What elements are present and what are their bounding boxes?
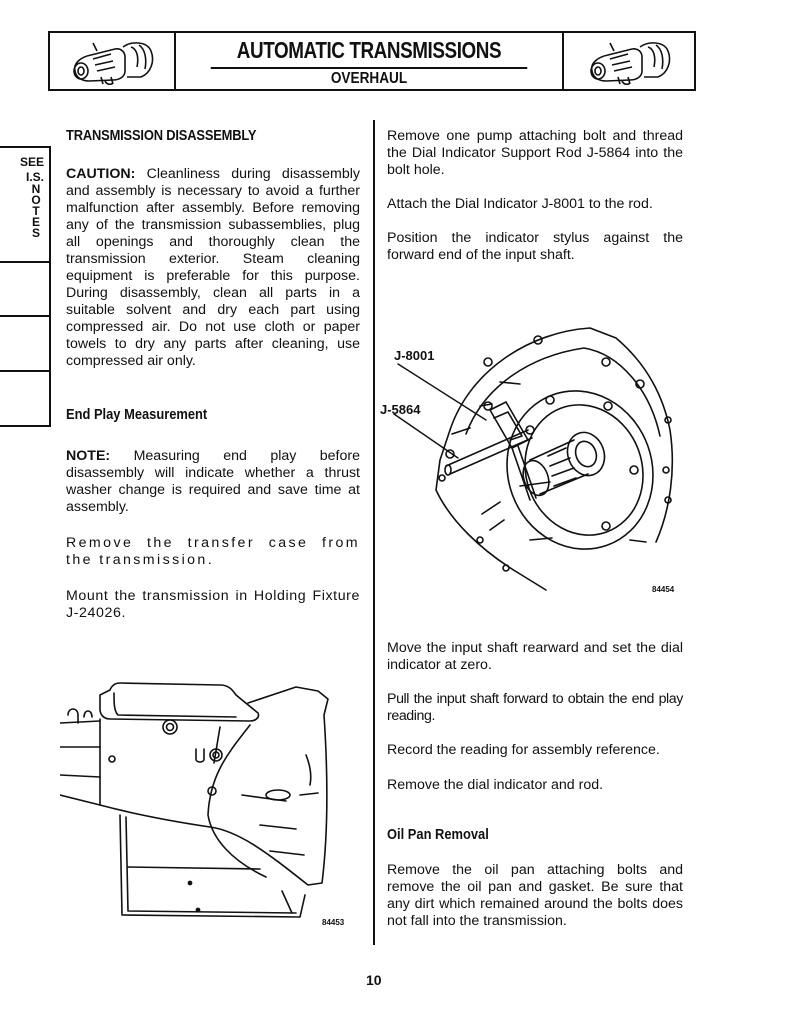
page-subtitle: OVERHAUL [330, 70, 408, 87]
notes-letter: T [32, 204, 40, 218]
step-paragraph: Record the reading for assembly reference. [387, 742, 660, 758]
note-text: Measuring end play before disassembly will indicate whether a thrust washer change is required and save time at assembly. [66, 448, 360, 515]
tab-border [49, 146, 51, 427]
section-heading-transmission-disassembly: TRANSMISSION DISASSEMBLY [66, 127, 257, 144]
header-left-icon-cell [50, 33, 176, 89]
transmission-illustration-icon [584, 37, 674, 85]
is-label: I.S. [25, 170, 44, 184]
callout-j-5864: J-5864 [380, 402, 421, 417]
caution-label: CAUTION: [66, 166, 136, 182]
note-paragraph [66, 448, 360, 516]
header-right-icon-cell [562, 33, 694, 89]
see-label: SEE [19, 155, 44, 169]
caution-text: Cleanliness during disassembly and assembly is necessary to avoid a further malfunction after assembly. Before removing any of the transmission subassemblies, plug all openings and thoroughly clean the transmission exterior. Steam cleaning equipment is preferable for this purpose. During disassembly, clean all parts in a suitable solvent and dry each part using compressed air. Do not use cloth or paper towels to dry any parts after cleaning, use compressed air only. [66, 166, 360, 369]
notes-letter: O [31, 193, 41, 207]
figure-number: 84454 [652, 585, 675, 594]
transmission-holding-fixture-illustration [60, 655, 365, 935]
page-header [48, 31, 696, 91]
step-paragraph: Mount the transmission in Holding Fixture J-24026. [66, 588, 360, 621]
page-number: 10 [366, 972, 382, 988]
note-label: NOTE: [66, 448, 111, 464]
figure-number: 84453 [322, 918, 345, 927]
step-paragraph: Attach the Dial Indicator J-8001 to the rod. [387, 196, 653, 212]
tab-divider [0, 146, 51, 148]
subheading-oil-pan-removal: Oil Pan Removal [387, 826, 489, 843]
step-paragraph: Remove the oil pan attaching bolts and remove the oil pan and gasket. Be sure that any dirt which remained around the bolts does not fall into the transmission. [387, 862, 683, 929]
caution-paragraph [66, 166, 360, 370]
subheading-end-play-measurement: End Play Measurement [66, 406, 208, 423]
page-title: AUTOMATIC TRANSMISSIONS [211, 33, 528, 69]
figure-holding-fixture [60, 655, 365, 935]
left-column [66, 127, 360, 622]
notes-letter: S [31, 226, 40, 240]
tab-divider [0, 425, 51, 427]
tab-divider [0, 261, 51, 263]
step-paragraph: Position the indicator stylus against the forward end of the input shaft. [387, 230, 683, 263]
see-is-notes-tab [0, 146, 51, 427]
right-column [387, 128, 683, 264]
figure-dial-indicator [380, 310, 690, 600]
step-paragraph: Pull the input shaft forward to obtain the end play reading. [387, 691, 683, 724]
notes-letter: E [31, 215, 40, 229]
callout-j-8001: J-8001 [394, 348, 435, 363]
notes-letter: N [31, 182, 41, 196]
header-title-block [176, 33, 562, 89]
transmission-illustration-icon [67, 37, 157, 85]
tab-divider [0, 370, 51, 372]
step-paragraph: Move the input shaft rearward and set the dial indicator at zero. [387, 640, 683, 673]
step-paragraph: Remove one pump attaching bolt and thread the Dial Indicator Support Rod J-5864 into the bolt hole. [387, 128, 683, 178]
column-divider [373, 120, 375, 945]
right-column-lower [387, 640, 683, 930]
tab-divider [0, 315, 51, 317]
notes-label [30, 184, 42, 239]
step-paragraph: Remove the transfer case from the transmission. [66, 535, 360, 568]
step-paragraph: Remove the dial indicator and rod. [387, 777, 604, 793]
see-is-notes-label [0, 156, 44, 239]
dial-indicator-illustration [380, 310, 690, 600]
